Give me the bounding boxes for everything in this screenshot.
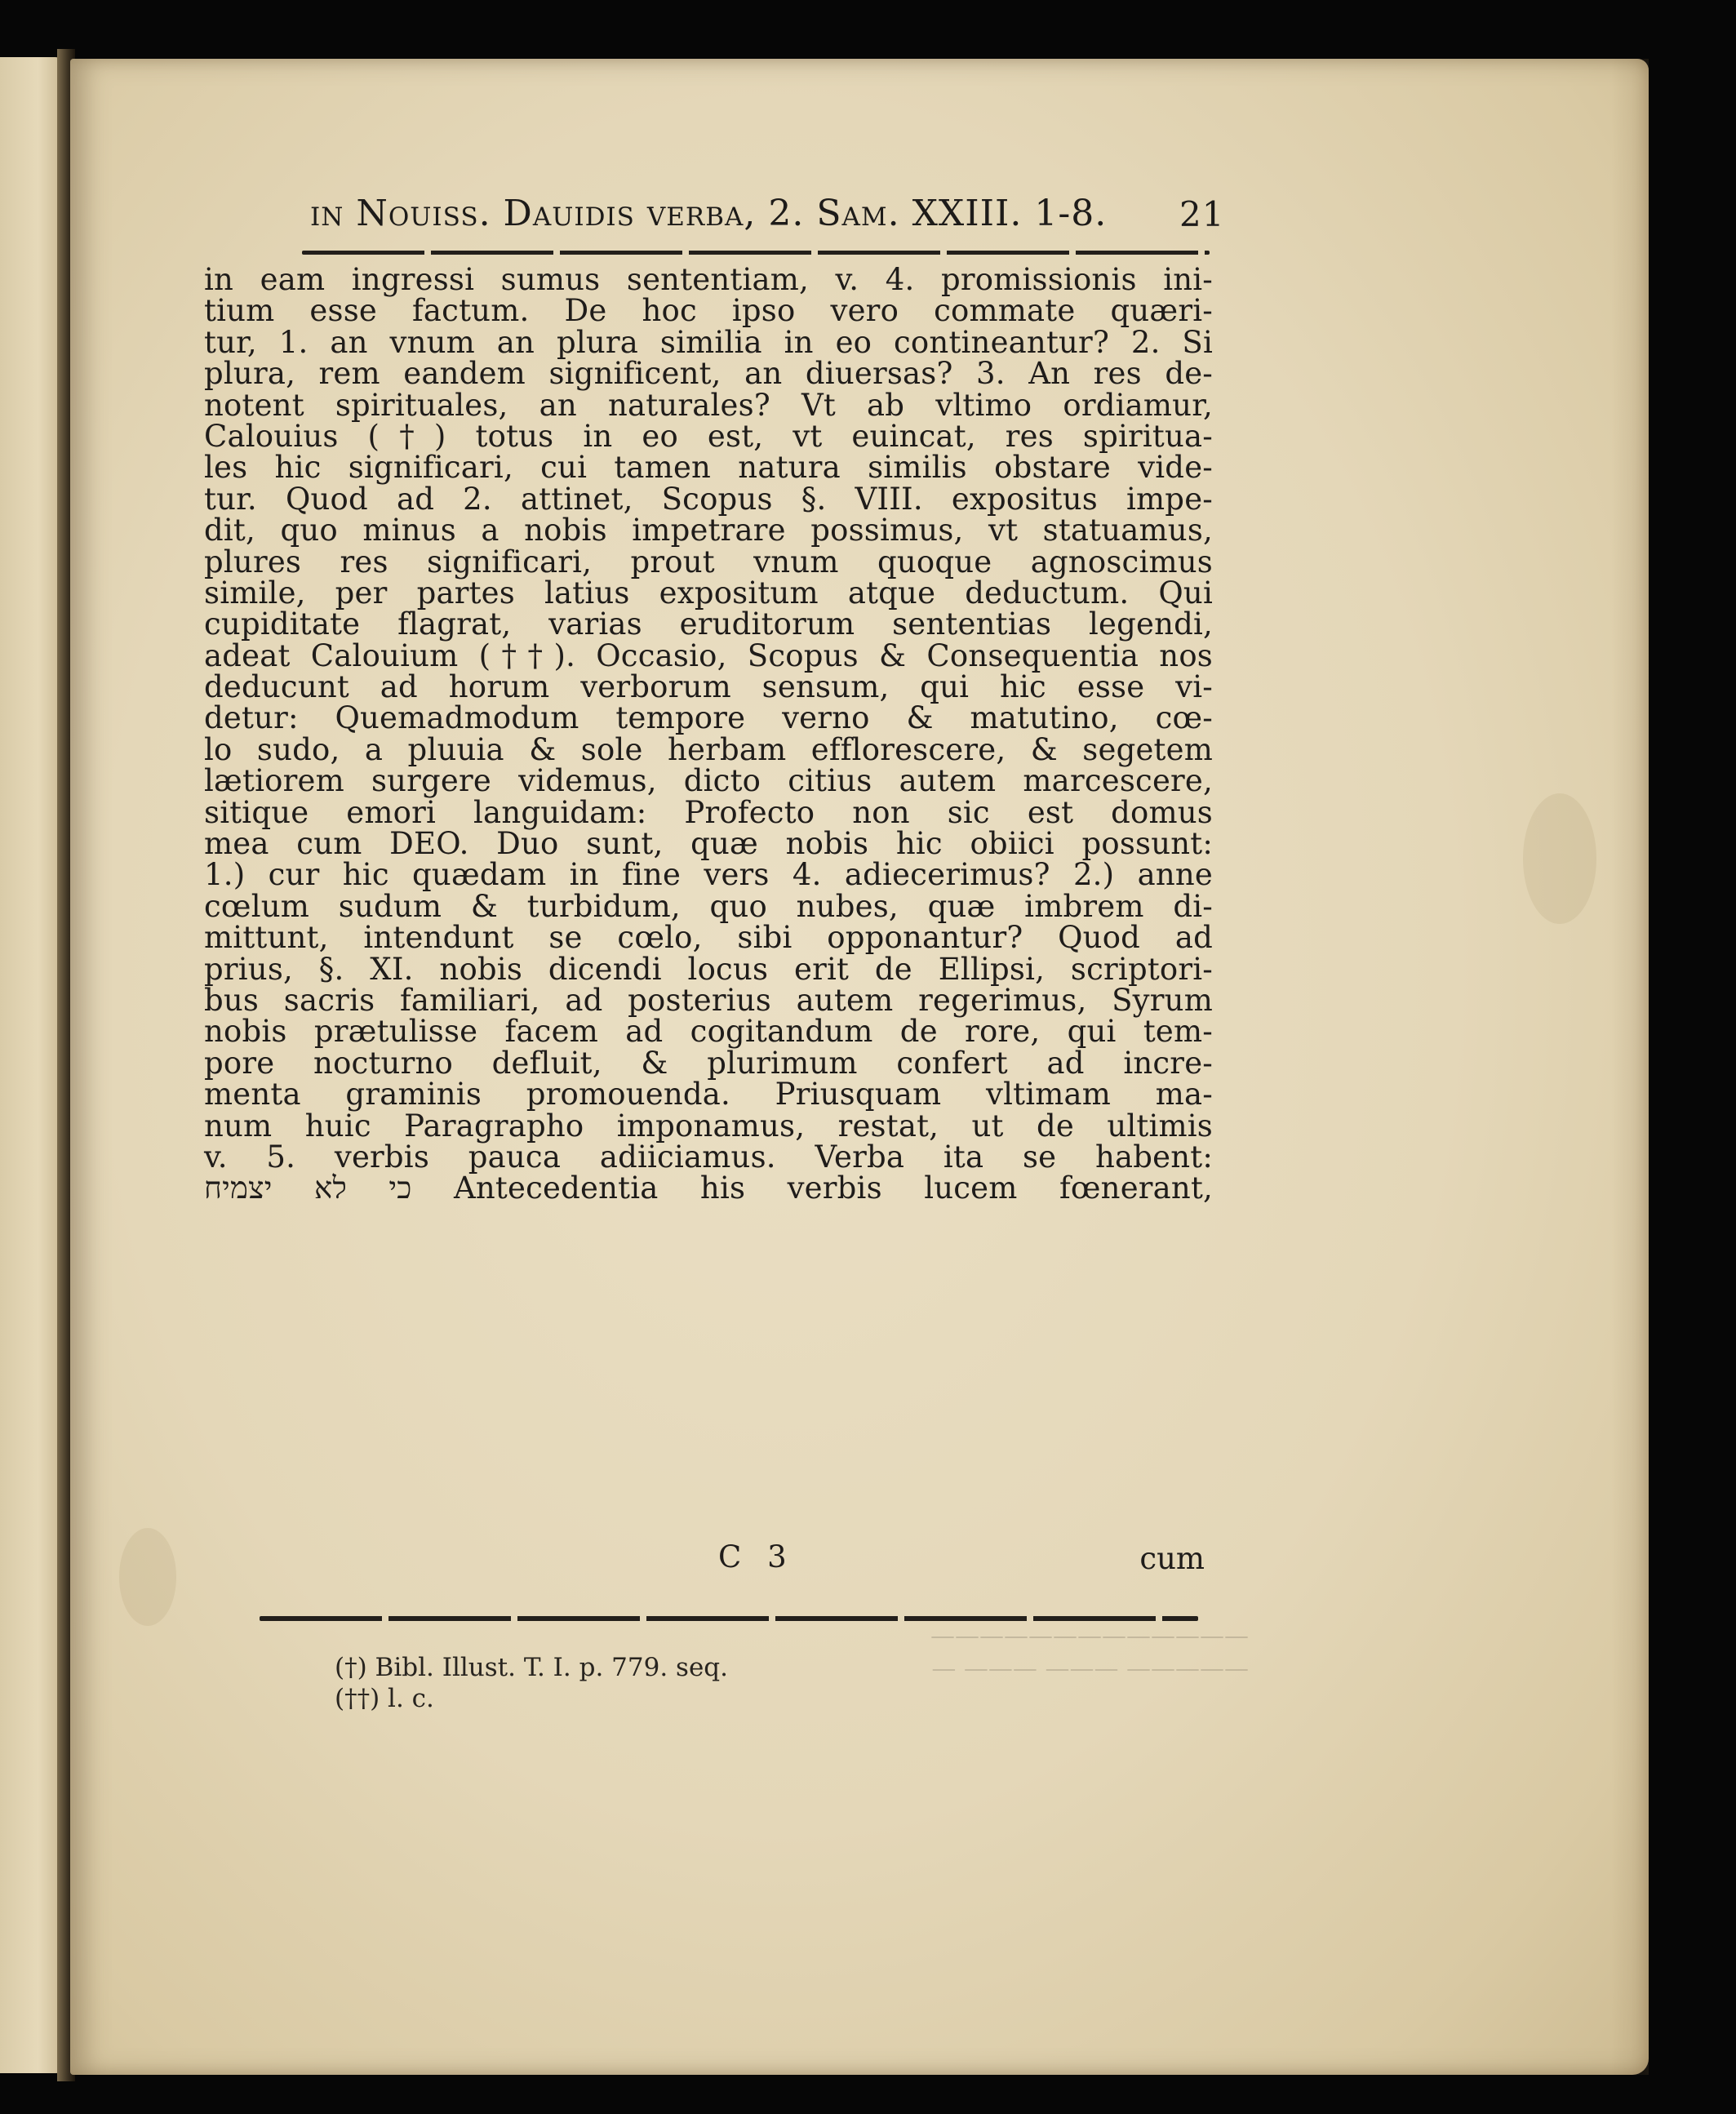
text-line: notent spirituales, an naturales? Vt ab vltimo ordiamur, [204,387,1213,423]
footnote: (††) l. c. [335,1684,434,1713]
text-line: 1.) cur hic quædam in fine vers 4. adiecerimus? 2.) anne [204,857,1213,893]
text-line: mittunt, intendunt se cœlo, sibi opponantur? Quod ad [204,920,1213,956]
text-line: num huic Paragrapho imponamus, restat, ut de ultimis [204,1108,1213,1144]
paper-stain [119,1528,176,1626]
signature-mark: C 3 [718,1539,795,1574]
page-number: 21 [1179,194,1225,234]
text-line: cœlum sudum & turbidum, quo nubes, quæ imbrem di- [204,888,1213,924]
running-title: in Nouiss. Dauidis verba, 2. Sam. XXIII. 1-8. [310,193,1108,234]
text-line: plures res significari, prout vnum quoque agnoscimus [204,544,1213,580]
text-line: adeat Calouium (††). Occasio, Scopus & Consequentia nos [204,637,1213,673]
text-line: bus sacris familiari, ad posterius autem regerimus, Syrum [204,982,1213,1018]
text-line: pore nocturno defluit, & plurimum confert ad incre- [204,1045,1213,1081]
text-line: lætiorem surgere videmus, dicto citius autem marcescere, [204,763,1213,799]
running-header [310,193,1249,238]
text-line: prius, §. XI. nobis dicendi locus erit de Ellipsi, scriptori- [204,951,1213,987]
text-line: detur: Quemadmodum tempore verno & matutino, cœ- [204,700,1213,736]
text-line: cupiditate flagrat, varias eruditorum sententias legendi, [204,606,1213,642]
text-line: lo sudo, a pluuia & sole herbam efflorescere, & segetem [204,731,1213,767]
text-line: tur, 1. an vnum an plura similia in eo contineantur? 2. Si [204,324,1213,360]
text-line: v. 5. verbis pauca adiiciamus. Verba ita se habent: [204,1139,1213,1175]
page-edge-shading [1611,59,1649,2075]
text-line: les hic significari, cui tamen natura similis obstare vide- [204,450,1213,486]
text-line: deducunt ad horum verborum sensum, qui hic esse vi- [204,669,1213,705]
signature-line [204,1539,1213,1575]
text-line: menta graminis promouenda. Priusquam vltimam ma- [204,1077,1213,1113]
header-rule [302,251,1210,255]
text-line: in eam ingressi sumus sententiam, v. 4. promissionis ini- [204,262,1213,297]
text-line: plura, rem eandem significent, an diuersas? 3. An res de- [204,356,1213,392]
text-line: nobis prætulisse facem ad cogitandum de rore, qui tem- [204,1014,1213,1050]
text-line: dit, quo minus a nobis impetrare possimus, vt statuamus, [204,513,1213,548]
catchword: cum [1139,1541,1205,1576]
text-line: sitique emori languidam: Profecto non sic est domus [204,794,1213,830]
text-line: Calouius (†) totus in eo est, vt euincat, res spiritua- [204,418,1213,454]
body-text [204,264,1213,1205]
text-line: tium esse factum. De hoc ipso vero commate quæri- [204,293,1213,329]
facing-page-edge [0,57,64,2073]
text-line: כי לא יצמיח Antecedentia his verbis lucem fœnerant, [204,1170,1213,1206]
footnotes [335,1652,1069,1714]
show-through-bleed: ————————————— ————— ——— ——— — [930,1622,1249,1683]
footnote: (†) Bibl. Illust. T. I. p. 779. seq. [335,1653,728,1682]
text-line: mea cum DEO. Duo sunt, quæ nobis hic obiici possunt: [204,826,1213,862]
text-line: tur. Quod ad 2. attinet, Scopus §. VIII. expositus impe- [204,481,1213,517]
paper-stain [1523,793,1596,924]
text-line: simile, per partes latius expositum atque deductum. Qui [204,575,1213,611]
